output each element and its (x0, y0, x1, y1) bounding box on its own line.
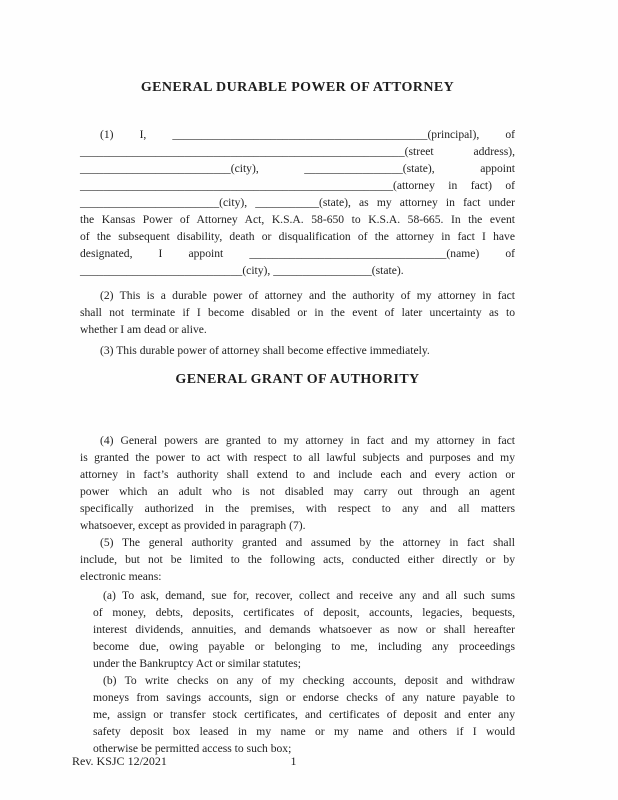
text-line: ________________________________________________________(street address), (80, 145, 515, 158)
document-title: GENERAL DURABLE POWER OF ATTORNEY (140, 80, 455, 95)
paragraph-1-principal-appointment (80, 126, 515, 279)
revision-label: Rev. KSJC 12/2021 (72, 754, 167, 768)
text-line: safety deposit box leased in my name or my name and others if I would (93, 725, 515, 738)
text-line: of the subsequent disability, death or disqualification of the attorney in fact I have (80, 230, 515, 243)
text-line: (4) General powers are granted to my attorney in fact and my attorney in fact (100, 434, 515, 447)
text-line: otherwise be permitted access to such box; (93, 742, 292, 755)
paragraph-2-durability-clause (80, 287, 515, 338)
text-line: (3) This durable power of attorney shall become effective immediately. (100, 344, 430, 357)
page-number: 1 (290, 754, 297, 768)
text-line: attorney in fact’s authority shall extend to and include each and every action or (80, 468, 515, 481)
text-line: power which an adult who is not disabled may carry out through an agent (80, 485, 515, 498)
text-line: the Kansas Power of Attorney Act, K.S.A. 58-650 to K.S.A. 58-665. In the event (80, 213, 515, 226)
section-heading-general-grant: GENERAL GRANT OF AUTHORITY (175, 372, 420, 387)
text-line: (2) This is a durable power of attorney and the authority of my attorney in fact (100, 289, 515, 302)
text-line: under the Bankruptcy Act or similar statutes; (93, 657, 301, 670)
text-line: electronic means: (80, 570, 162, 583)
subparagraph-b-checking-accounts (93, 672, 515, 757)
paragraph-5-general-authority (80, 534, 515, 585)
text-line: is granted the power to act with respect to all lawful subjects and purposes and my (80, 451, 515, 464)
text-line: __________________________(city), _________________(state), appoint (80, 162, 515, 175)
text-line: specifically authorized in the premises, with respect to any and all matters (80, 502, 515, 515)
text-line: moneys from savings accounts, sign or endorse checks of any nature payable to (93, 691, 515, 704)
text-line: interest dividends, annuities, and demands whatsoever as now or shall hereafter (93, 623, 515, 636)
paragraph-4-general-powers (80, 432, 515, 534)
subparagraph-a-collect-sums (93, 587, 515, 672)
paragraph-3-effective-immediately (80, 342, 515, 359)
text-line: (a) To ask, demand, sue for, recover, collect and receive any and all such sums (103, 589, 515, 602)
text-line: me, assign or transfer stock certificates, and certificates of deposit and enter any (93, 708, 515, 721)
text-line: ________________________(city), ___________(state), as my attorney in fact under (80, 196, 515, 209)
text-line: become due, owing payable or belonging to me, including any proceedings (93, 640, 515, 653)
text-line: whether I am dead or alive. (80, 323, 207, 336)
text-line: (1) I, ____________________________________________(principal), of (100, 128, 515, 141)
text-line: whatsoever, except as provided in paragraph (7). (80, 519, 306, 532)
text-line: (5) The general authority granted and assumed by the attorney in fact shall (100, 536, 515, 549)
text-line: shall not terminate if I become disabled or in the event of later uncertainty as to (80, 306, 515, 319)
text-line: ______________________________________________________(attorney in fact) of (80, 179, 515, 192)
text-line: ____________________________(city), _________________(state). (80, 264, 404, 277)
text-line: include, but not be limited to the following acts, conducted either directly or by (80, 553, 515, 566)
page-footer (72, 753, 515, 770)
text-line: (b) To write checks on any of my checking accounts, deposit and withdraw (103, 674, 515, 687)
text-line: designated, I appoint __________________________________(name) of (80, 247, 515, 260)
text-line: of money, debts, deposits, certificates of deposit, accounts, legacies, bequests, (93, 606, 515, 619)
